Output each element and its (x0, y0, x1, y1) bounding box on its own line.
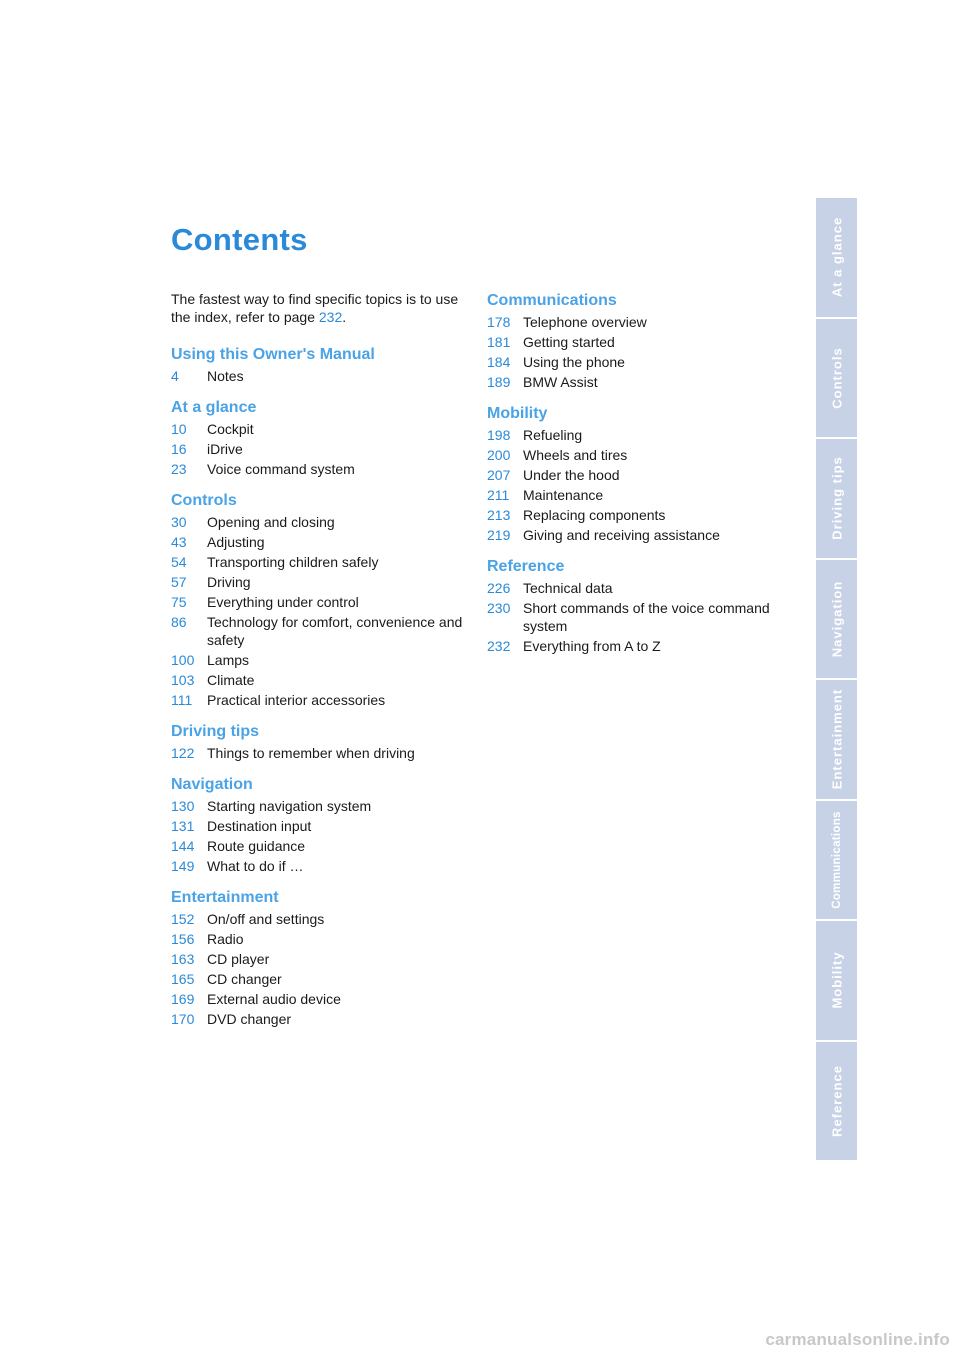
section-title: Using this Owner's Manual (171, 346, 375, 363)
entry-text: CD player (207, 951, 270, 967)
entry-page: 152 (171, 911, 195, 927)
toc-entry[interactable] (171, 573, 463, 591)
entry-text: DVD changer (207, 1011, 292, 1027)
entry-page: 165 (171, 971, 195, 987)
toc-entry[interactable] (487, 426, 779, 444)
entry-page: 170 (171, 1011, 195, 1027)
toc-entry[interactable] (171, 857, 463, 875)
entry-page: 10 (171, 421, 187, 437)
entry-page: 144 (171, 838, 195, 854)
tab-label: Reference (829, 1064, 844, 1137)
section-entries (487, 313, 779, 391)
entry-text: Radio (207, 931, 244, 947)
section-entries (487, 426, 779, 544)
entry-page: 43 (171, 534, 187, 550)
entry-text: Notes (207, 368, 244, 384)
contents-column-left (171, 290, 463, 1042)
toc-entry[interactable] (171, 553, 463, 571)
entry-text: Under the hood (523, 467, 620, 483)
toc-entry[interactable] (171, 613, 463, 649)
toc-entry[interactable] (487, 313, 779, 331)
section-entries (171, 910, 463, 1028)
toc-entry[interactable] (171, 691, 463, 709)
tab-entertainment[interactable] (816, 680, 857, 801)
toc-entry[interactable] (171, 744, 463, 762)
tab-mobility[interactable] (816, 921, 857, 1042)
entry-text: Giving and receiving assistance (523, 527, 720, 543)
entry-text: Driving (207, 574, 251, 590)
tab-reference[interactable] (816, 1042, 857, 1161)
entry-page: 16 (171, 441, 187, 457)
entry-page: 226 (487, 580, 511, 596)
intro-text: The fastest way to find specific topics is to use the index, refer to page 232. (171, 291, 459, 325)
entry-page: 30 (171, 514, 187, 530)
section-entries (171, 513, 463, 709)
section-title: Controls (171, 492, 237, 509)
entry-text: Destination input (207, 818, 312, 834)
entry-page: 207 (487, 467, 511, 483)
entry-page: 213 (487, 507, 511, 523)
entry-page: 189 (487, 374, 511, 390)
tab-label: Driving tips (829, 456, 844, 541)
tab-controls[interactable] (816, 319, 857, 440)
section-title: Reference (487, 558, 565, 575)
toc-entry[interactable] (171, 367, 463, 385)
entry-text: Adjusting (207, 534, 265, 550)
entry-text: Everything from A to Z (523, 638, 661, 654)
section-title: Entertainment (171, 889, 279, 906)
entry-text: CD changer (207, 971, 282, 987)
entry-text: Things to remember when driving (207, 745, 415, 761)
entry-page: 54 (171, 554, 187, 570)
tab-label: Controls (829, 347, 844, 409)
entry-text: Telephone overview (523, 314, 647, 330)
entry-text: Technology for comfort, convenience and safety (207, 614, 463, 648)
tab-label: Communications (830, 811, 843, 909)
tab-label: At a glance (829, 217, 844, 298)
section-title: Mobility (487, 405, 548, 422)
entry-page: 130 (171, 798, 195, 814)
entry-text: Everything under control (207, 594, 359, 610)
entry-page: 111 (171, 692, 193, 708)
entry-page: 149 (171, 858, 195, 874)
entry-text: Technical data (523, 580, 613, 596)
toc-entry[interactable] (171, 593, 463, 611)
entry-text: Wheels and tires (523, 447, 628, 463)
contents-column-right (487, 290, 779, 669)
toc-entry[interactable] (487, 486, 779, 504)
page-title: Contents (171, 222, 308, 257)
toc-entry[interactable] (171, 671, 463, 689)
toc-entry[interactable] (171, 533, 463, 551)
entry-text: Climate (207, 672, 255, 688)
entry-page: 198 (487, 427, 511, 443)
entry-text: Starting navigation system (207, 798, 372, 814)
entry-text: Transporting children safely (207, 554, 379, 570)
toc-entry[interactable] (487, 353, 779, 371)
entry-text: Refueling (523, 427, 583, 443)
toc-entry[interactable] (487, 506, 779, 524)
entry-text: External audio device (207, 991, 341, 1007)
toc-entry[interactable] (487, 373, 779, 391)
entry-page: 103 (171, 672, 195, 688)
entry-text: Maintenance (523, 487, 604, 503)
toc-entry[interactable] (487, 637, 779, 655)
entry-text: Opening and closing (207, 514, 335, 530)
entry-page: 178 (487, 314, 511, 330)
toc-entry[interactable] (171, 970, 463, 988)
toc-entry[interactable] (171, 460, 463, 478)
section-title: At a glance (171, 399, 257, 416)
index-page-link[interactable]: 232 (318, 309, 343, 325)
entry-page: 211 (487, 487, 510, 503)
section-entries (171, 744, 463, 762)
toc-entry[interactable] (171, 950, 463, 968)
entry-text: On/off and settings (207, 911, 325, 927)
tab-at-a-glance[interactable] (816, 198, 857, 319)
section-entries (487, 579, 779, 655)
toc-entry[interactable] (487, 466, 779, 484)
toc-entry[interactable] (171, 990, 463, 1008)
tab-label: Navigation (829, 580, 844, 657)
entry-page: 184 (487, 354, 511, 370)
entry-page: 230 (487, 600, 511, 616)
tab-driving-tips[interactable] (816, 439, 857, 560)
entry-page: 156 (171, 931, 195, 947)
entry-text: Cockpit (207, 421, 254, 437)
toc-entry[interactable] (487, 333, 779, 351)
entry-page: 131 (171, 818, 195, 834)
section-entries (171, 420, 463, 478)
chapter-tabs (816, 198, 857, 1160)
entry-page: 86 (171, 614, 187, 630)
toc-entry[interactable] (487, 599, 779, 635)
entry-text: BMW Assist (523, 374, 598, 390)
toc-entry[interactable] (487, 446, 779, 464)
entry-text: iDrive (207, 441, 243, 457)
toc-entry[interactable] (171, 513, 463, 531)
entry-page: 200 (487, 447, 511, 463)
entry-page: 219 (487, 527, 511, 543)
entry-text: What to do if … (207, 858, 304, 874)
entry-page: 122 (171, 745, 195, 761)
section-entries (171, 797, 463, 875)
toc-entry[interactable] (487, 526, 779, 544)
toc-entry[interactable] (171, 440, 463, 458)
entry-page: 23 (171, 461, 187, 477)
entry-text: Using the phone (523, 354, 625, 370)
entry-text: Voice command system (207, 461, 355, 477)
toc-entry[interactable] (171, 420, 463, 438)
entry-text: Route guidance (207, 838, 306, 854)
toc-entry[interactable] (171, 651, 463, 669)
entry-page: 57 (171, 574, 187, 590)
entry-page: 75 (171, 594, 187, 610)
tab-communications[interactable] (816, 801, 857, 922)
toc-entry[interactable] (487, 579, 779, 597)
watermark: carmanualsonline.info (765, 1330, 950, 1349)
entry-text: Practical interior accessories (207, 692, 386, 708)
entry-text: Getting started (523, 334, 615, 350)
entry-text: Replacing components (523, 507, 666, 523)
entry-page: 100 (171, 652, 195, 668)
tab-label: Entertainment (829, 689, 844, 790)
toc-entry[interactable] (171, 930, 463, 948)
section-entries (171, 367, 463, 385)
entry-page: 232 (487, 638, 511, 654)
entry-page: 181 (487, 334, 511, 350)
toc-entry[interactable] (171, 797, 463, 815)
toc-entry[interactable] (171, 910, 463, 928)
tab-label: Mobility (829, 951, 844, 1009)
section-title: Communications (487, 292, 617, 309)
toc-entry[interactable] (171, 817, 463, 835)
toc-entry[interactable] (171, 1010, 463, 1028)
entry-text: Lamps (207, 652, 250, 668)
entry-page: 169 (171, 991, 195, 1007)
section-title: Navigation (171, 776, 253, 793)
entry-page: 4 (171, 368, 179, 384)
toc-entry[interactable] (171, 837, 463, 855)
section-title: Driving tips (171, 723, 260, 740)
entry-text: Short commands of the voice command system (523, 600, 770, 634)
entry-page: 163 (171, 951, 195, 967)
tab-navigation[interactable] (816, 560, 857, 681)
